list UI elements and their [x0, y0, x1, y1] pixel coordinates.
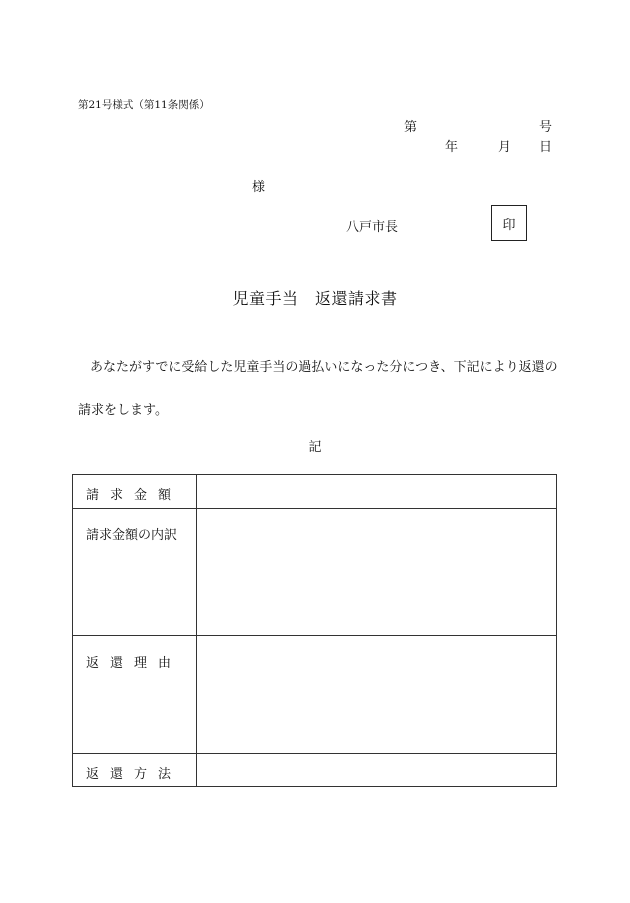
- return-reason-label: 返還理由: [73, 636, 197, 754]
- claim-amount-value: [197, 475, 557, 509]
- claim-amount-label: 請求金額: [73, 475, 197, 509]
- seal-box: [491, 205, 527, 241]
- return-reason-value: [197, 636, 557, 754]
- body-text-line-1: あなたがすでに受給した児童手当の過払いになった分につき、下記により返還の: [90, 360, 558, 375]
- issuer-name: 八戸市長: [346, 220, 399, 235]
- form-number: 第21号様式（第11条関係）: [78, 99, 210, 111]
- date-year-label: 年: [445, 140, 459, 155]
- return-method-label: 返還方法: [73, 754, 197, 787]
- table-row-return-reason: [73, 636, 557, 754]
- document-title: 児童手当 返還請求書: [232, 289, 398, 308]
- body-text-line-2: 請求をします。: [78, 403, 168, 418]
- table-row-amount-breakdown: [73, 509, 557, 636]
- amount-breakdown-value: [197, 509, 557, 636]
- table-row-claim-amount: [73, 475, 557, 509]
- seal-label: 印: [502, 217, 516, 233]
- addressee-honorific: 様: [252, 180, 266, 195]
- date-day-label: 日: [539, 140, 553, 155]
- document-number-prefix: 第: [404, 120, 418, 135]
- return-method-value: [197, 754, 557, 787]
- table-row-return-method: [73, 754, 557, 787]
- ki-label: 記: [308, 440, 322, 455]
- document-number-suffix: 号: [539, 120, 553, 135]
- details-table: [72, 474, 557, 787]
- date-month-label: 月: [498, 140, 512, 155]
- amount-breakdown-label: 請求金額の内訳: [73, 509, 197, 636]
